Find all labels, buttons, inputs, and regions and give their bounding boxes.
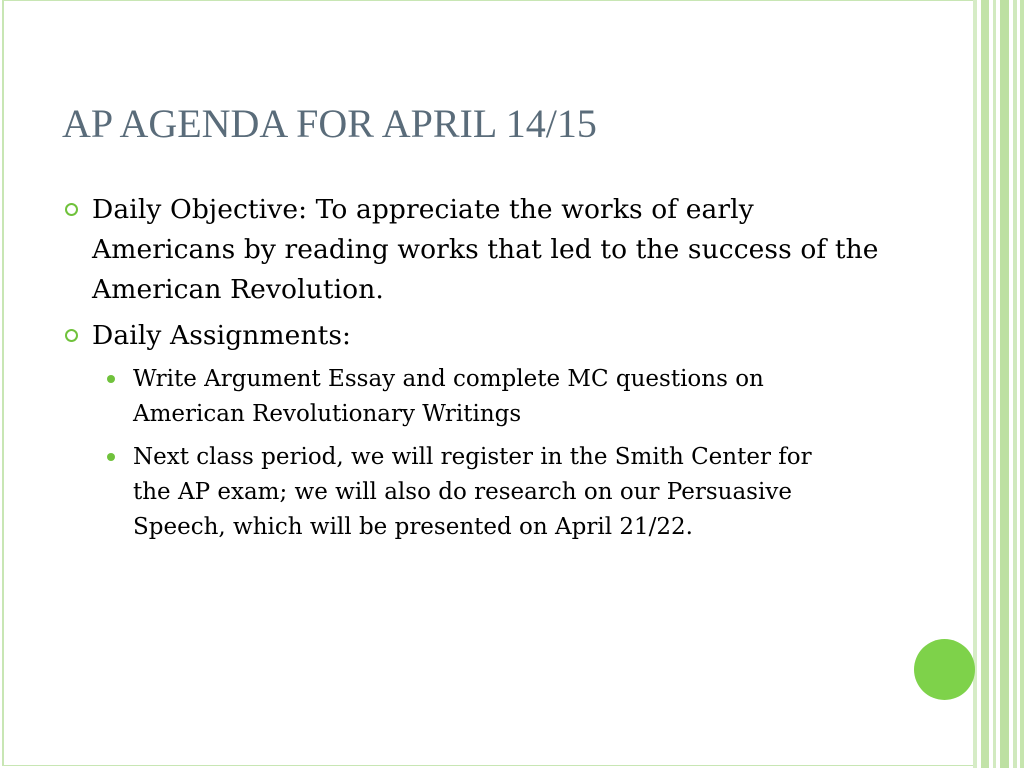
bullet-daily-assignments	[62, 316, 882, 356]
decorative-stripe	[981, 0, 989, 768]
sub-bullet-next-class	[94, 440, 853, 545]
decorative-stripe	[993, 0, 996, 768]
decorative-stripe	[973, 0, 977, 768]
sub-bullet-text: Write Argument Essay and complete MC questions on American Revolutionary Writings	[133, 366, 764, 427]
slide-body	[62, 190, 882, 553]
dot-bullet-icon	[107, 375, 115, 383]
decorative-stripe	[1013, 0, 1017, 768]
slide-title: AP AGENDA FOR APRIL 14/15	[62, 101, 597, 146]
dot-bullet-icon	[107, 453, 115, 461]
sub-bullet-text: Next class period, we will register in the Smith Center for the AP exam; we will also do research on our Persuasive Speech, which will be presented on April 21/22.	[133, 444, 812, 540]
sub-bullet-essay	[94, 362, 853, 432]
ring-bullet-icon	[65, 329, 78, 342]
decorative-stripe	[1020, 0, 1024, 768]
decorative-stripe	[1000, 0, 1009, 768]
bullet-daily-objective	[62, 190, 882, 310]
decorative-circle	[914, 639, 975, 700]
ring-bullet-icon	[65, 203, 78, 216]
bullet-text: Daily Assignments:	[92, 320, 352, 351]
bullet-text: Daily Objective: To appreciate the works of early Americans by reading works that led to the success of the American Revolution.	[92, 194, 879, 305]
